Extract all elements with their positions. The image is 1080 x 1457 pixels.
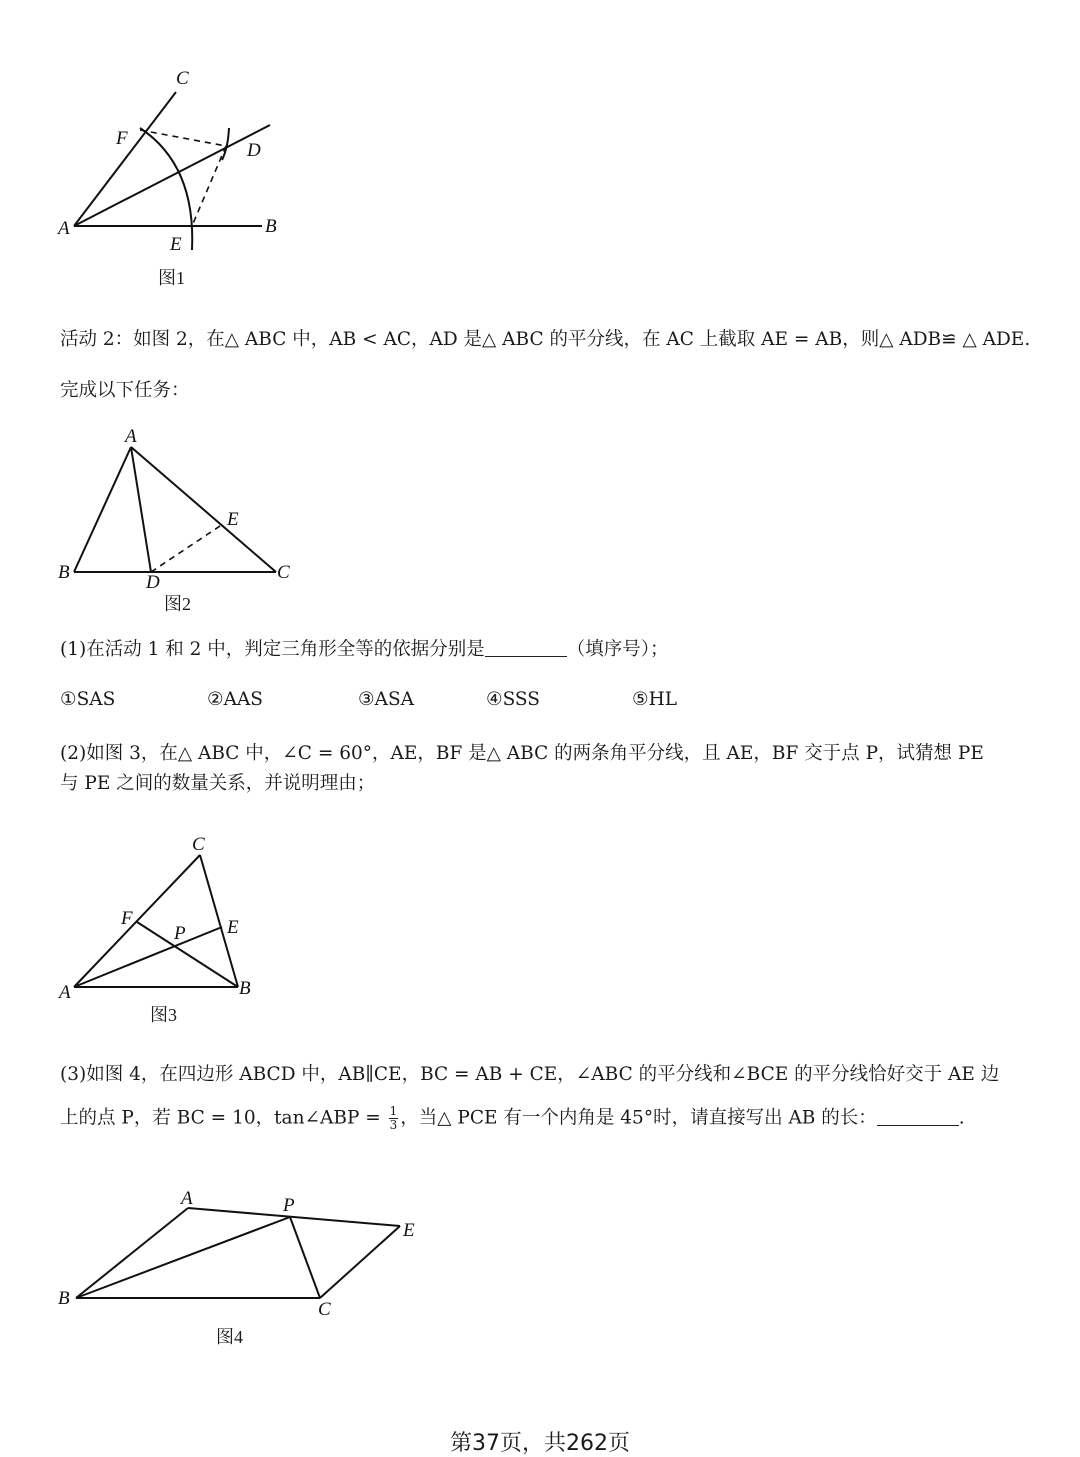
question-1-suffix: （填序号）； [566, 639, 669, 660]
fraction-denominator: 3 [389, 1118, 398, 1132]
option-4: ④SSS [486, 689, 540, 710]
side-AB [74, 447, 131, 572]
segment-CP [290, 1217, 320, 1298]
arc-D [222, 128, 229, 160]
bisector-AD [74, 125, 270, 226]
figure-2-caption: 图2 [164, 594, 191, 614]
answer-blank-1[interactable] [485, 638, 567, 657]
option-1: ①SAS [60, 689, 116, 710]
segment-BP [76, 1217, 290, 1298]
fig4-label-C: C [318, 1299, 331, 1320]
fig2-label-C: C [277, 562, 290, 583]
fig3-label-C: C [192, 834, 205, 855]
figure-3-caption: 图3 [150, 1005, 177, 1025]
option-5: ⑤HL [632, 689, 678, 710]
question-3-line-1: (3)如图 4，在四边形 ABCD 中，AB∥CE，BC = AB + CE，∠ABC 的平分线和∠BCE 的平分线恰好交于 AE 边 [60, 1064, 1000, 1085]
fig3-label-B: B [239, 978, 251, 999]
side-AB [76, 1208, 188, 1298]
figure-3 [0, 830, 400, 1030]
ray-AC [74, 92, 176, 226]
fig4-label-A: A [181, 1188, 193, 1209]
fig1-label-C: C [176, 68, 189, 89]
fig2-label-A: A [125, 426, 137, 447]
fig4-label-E: E [403, 1220, 415, 1241]
bisector-AD [131, 447, 151, 572]
figure-1-caption: 图1 [158, 268, 185, 288]
question-3-text-a: 上的点 P，若 BC = 10，tan∠ABP = [60, 1107, 387, 1129]
fig2-label-E: E [227, 509, 239, 530]
fig1-label-A: A [58, 218, 70, 239]
fig1-label-E: E [170, 234, 182, 255]
fig4-label-P: P [283, 1195, 295, 1216]
fig3-label-F: F [121, 908, 133, 929]
activity-2-text: 活动 2：如图 2，在△ ABC 中，AB < AC，AD 是△ ABC 的平分线，在 AC 上截取 AE = AB，则△ ADB≌ △ ADE. [60, 329, 1031, 350]
segment-DE [151, 524, 223, 572]
segment-DE [192, 146, 226, 226]
figure-4-caption: 图4 [216, 1327, 243, 1347]
question-3-end: . [958, 1107, 965, 1129]
option-2: ②AAS [207, 689, 263, 710]
fig1-label-F: F [116, 128, 128, 149]
tasks-intro: 完成以下任务： [60, 380, 190, 401]
question-3-text-b: ，当△ PCE 有一个内角是 45°时，请直接写出 AB 的长： [400, 1107, 877, 1129]
page-footer: 第37页，共262页 [450, 1431, 630, 1456]
fig2-label-D: D [146, 572, 160, 593]
question-1-text: (1)在活动 1 和 2 中，判定三角形全等的依据分别是 [60, 639, 485, 660]
fig4-label-B: B [58, 1288, 70, 1309]
fig1-label-D: D [247, 140, 261, 161]
fraction-one-third [389, 1105, 399, 1132]
fig1-label-B: B [265, 216, 277, 237]
question-2-line-2: 与 PE 之间的数量关系，并说明理由； [60, 773, 376, 794]
side-CE [320, 1226, 400, 1298]
question-2-line-1: (2)如图 3，在△ ABC 中，∠C = 60°，AE，BF 是△ ABC 的两条角平分线，且 AE，BF 交于点 P，试猜想 PE [60, 743, 984, 764]
fraction-numerator: 1 [389, 1104, 398, 1118]
figure-4 [0, 1180, 500, 1360]
option-3: ③ASA [358, 689, 414, 710]
side-AC [74, 855, 200, 987]
figure-1 [0, 0, 1080, 300]
fig3-label-A: A [59, 982, 71, 1003]
question-1 [60, 637, 669, 663]
answer-blank-3[interactable] [877, 1107, 959, 1126]
figure-2 [0, 420, 400, 620]
bisector-AE [74, 927, 222, 987]
fig3-label-E: E [227, 917, 239, 938]
question-3-line-2 [60, 1105, 965, 1132]
fig2-label-B: B [58, 562, 70, 583]
side-AC [131, 447, 276, 572]
fig3-label-P: P [174, 923, 186, 944]
